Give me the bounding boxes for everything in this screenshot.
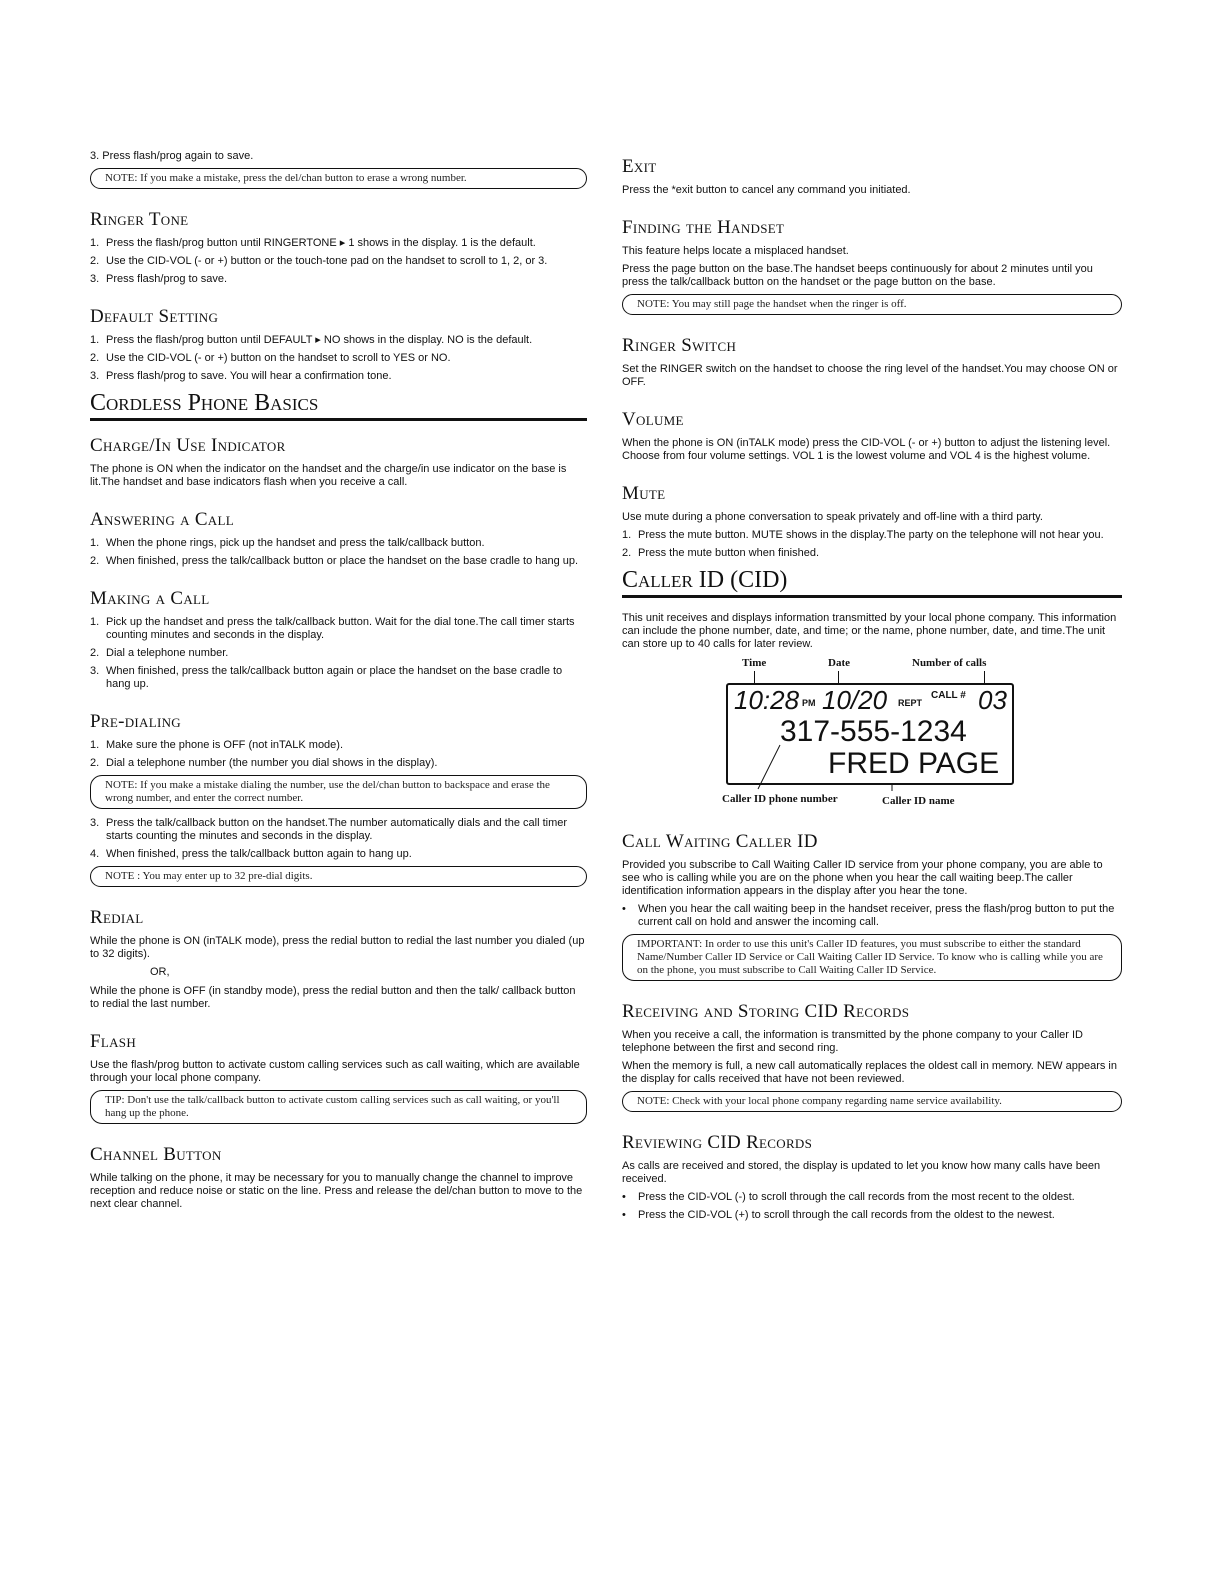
- finding-text-1: This feature helps locate a misplaced handset.: [622, 245, 849, 257]
- answering-heading: Answering a Call: [90, 509, 234, 530]
- redial-text-on: While the phone is ON (inTALK mode), press the redial button to redial the last number you dialed (up to 32 digits).: [90, 935, 585, 960]
- ringer-switch-heading: Ringer Switch: [622, 335, 737, 356]
- lcd-time: 10:28: [734, 685, 800, 715]
- call-waiting-section: [622, 831, 1122, 981]
- number-of-calls-label: Number of calls: [912, 657, 987, 669]
- ringer-switch-section: [622, 335, 1122, 389]
- receiving-note: NOTE: Check with your local phone company regarding name service availability.: [622, 1091, 1122, 1112]
- ringer-tone-section: [90, 209, 587, 286]
- list-item: 1. Make sure the phone is OFF (not inTALK mode).: [90, 739, 344, 751]
- right-column: [622, 150, 1122, 1227]
- answering-steps: [90, 537, 587, 568]
- important-note: IMPORTANT: In order to use this unit's Caller ID features, you must subscribe to either the standard Name/Number Caller ID Service or Call Waiting Caller ID Service. To know who is calling while you are on the phone, you must subscribe to Call Waiting Caller ID Service.: [622, 934, 1122, 981]
- list-item: 1. Press the mute button. MUTE shows in the display.The party on the telephone will not hear you.: [622, 529, 1104, 541]
- ringer-tone-heading: Ringer Tone: [90, 209, 189, 230]
- exit-section: [622, 156, 1122, 197]
- channel-heading: Channel Button: [90, 1144, 222, 1165]
- list-item: • Press the CID-VOL (-) to scroll through the call records from the most recent to the oldest.: [622, 1191, 1075, 1203]
- reviewing-section: [622, 1132, 1122, 1222]
- list-item: 1. Press the flash/prog button until DEFAULT ▸ NO shows in the display. NO is the default.: [90, 334, 533, 346]
- volume-section: [622, 409, 1122, 463]
- exit-text: Press the *exit button to cancel any command you initiated.: [622, 184, 911, 196]
- predialing-steps-a: [90, 739, 587, 770]
- list-item: 1. Pick up the handset and press the talk/callback button. Wait for the dial tone.The call timer starts counting minutes and seconds in the display.: [90, 616, 575, 641]
- reviewing-text: As calls are received and stored, the display is updated to let you know how many calls have been received.: [622, 1160, 1101, 1185]
- mute-steps: [622, 529, 1122, 560]
- finding-note: NOTE: You may still page the handset when the ringer is off.: [622, 294, 1122, 315]
- list-item: 1. When the phone rings, pick up the handset and press the talk/callback button.: [90, 537, 485, 549]
- list-item: 3. Press flash/prog to save.: [90, 273, 228, 285]
- making-steps: [90, 616, 587, 691]
- ringer-tone-steps: [90, 237, 587, 286]
- predial-digits-note: NOTE : You may enter up to 32 pre-dial digits.: [90, 866, 587, 887]
- mute-heading: Mute: [622, 483, 666, 504]
- redial-or: OR,: [150, 966, 170, 978]
- flash-text: Use the flash/prog button to activate custom calling services such as call waiting, which are available through your local phone company.: [90, 1059, 580, 1084]
- predialing-note: NOTE: If you make a mistake dialing the number, use the del/chan button to backspace and erase the wrong number, and enter the correct number.: [90, 775, 587, 809]
- list-item: • Press the CID-VOL (+) to scroll through the call records from the oldest to the newest.: [622, 1209, 1055, 1221]
- flash-heading: Flash: [90, 1031, 137, 1052]
- caller-id-text: This unit receives and displays information transmitted by your local phone company. This information can include the phone number, date, and time; or the name, phone number, date, and time.The unit can store up to 40 calls for later review.: [622, 612, 1117, 650]
- channel-text: While talking on the phone, it may be necessary for you to manually change the channel to improve reception and reduce noise or static on the line. Press and release the del/chan button to move to the next clear channel.: [90, 1172, 583, 1210]
- list-item: 2. Dial a telephone number.: [90, 647, 229, 659]
- list-item: 4. When finished, press the talk/callback button again to hang up.: [90, 848, 412, 860]
- caller-id-display-figure: [722, 657, 1022, 817]
- mute-text: Use mute during a phone conversation to speak privately and off-line with a third party.: [622, 511, 1043, 523]
- finding-heading: Finding the Handset: [622, 217, 785, 238]
- call-waiting-heading: Call Waiting Caller ID: [622, 831, 818, 852]
- intro-step: 3. Press flash/prog again to save.: [90, 150, 254, 162]
- list-item: 2. Use the CID-VOL (- or +) button or the touch-tone pad on the handset to scroll to 1, 2, or 3.: [90, 255, 548, 267]
- charge-section: [90, 435, 587, 489]
- predialing-heading: Pre-dialing: [90, 711, 181, 732]
- predialing-steps-b: [90, 817, 587, 861]
- default-setting-heading: Default Setting: [90, 306, 219, 327]
- list-item: 2. When finished, press the talk/callback button or place the handset on the base cradle to hang up.: [90, 555, 579, 567]
- making-section: [90, 588, 587, 691]
- redial-section: [90, 907, 587, 1011]
- date-label: Date: [828, 657, 850, 669]
- making-heading: Making a Call: [90, 588, 210, 609]
- flash-tip: TIP: Don't use the talk/callback button to activate custom calling services such as call waiting, or you'll hang up the phone.: [90, 1090, 587, 1124]
- mute-section: [622, 483, 1122, 560]
- lcd-call-label: CALL #: [931, 690, 966, 701]
- charge-text: The phone is ON when the indicator on the handset and the charge/in use indicator on the base is lit.The handset and base indicators flash when you receive a call.: [90, 463, 567, 488]
- volume-text: When the phone is ON (inTALK mode) press the CID-VOL (- or +) button to adjust the listening level. Choose from four volume settings. VOL 1 is the lowest volume and VOL 4 is the highest volume.: [622, 437, 1111, 462]
- intro-note: NOTE: If you make a mistake, press the del/chan button to erase a wrong number.: [90, 168, 587, 189]
- list-item: 3. Press flash/prog to save. You will hear a confirmation tone.: [90, 370, 392, 382]
- list-item: 3. Press the talk/callback button on the handset.The number automatically dials and the call timer starts counting the minutes and seconds in the display.: [90, 817, 568, 842]
- redial-heading: Redial: [90, 907, 144, 928]
- caller-id-phone-number-label: Caller ID phone number: [722, 793, 838, 805]
- lcd-caller-name: FRED PAGE: [828, 747, 1000, 780]
- reviewing-heading: Reviewing CID Records: [622, 1132, 813, 1153]
- ringer-switch-text: Set the RINGER switch on the handset to choose the ring level of the handset.You may choose ON or OFF.: [622, 363, 1118, 388]
- volume-heading: Volume: [622, 409, 684, 430]
- call-waiting-text: Provided you subscribe to Call Waiting Caller ID service from your phone company, you are able to see who is calling while you are on the phone when you hear the call waiting beep.The caller identification information appears in the display after you hear the tone.: [622, 859, 1103, 897]
- cordless-phone-basics-heading: Cordless Phone Basics: [90, 389, 587, 421]
- answering-section: [90, 509, 587, 568]
- list-item: 3. When finished, press the talk/callback button again or place the handset on the base cradle to hang up.: [90, 665, 563, 690]
- list-item: 2. Dial a telephone number (the number you dial shows in the display).: [90, 757, 438, 769]
- charge-heading: Charge/In Use Indicator: [90, 435, 286, 456]
- list-item: 2. Use the CID-VOL (- or +) button on the handset to scroll to YES or NO.: [90, 352, 451, 364]
- list-item: • When you hear the call waiting beep in the handset receiver, press the flash/prog button to put the current call on hold and answer the incoming call.: [622, 903, 1115, 928]
- lcd-pm: PM: [802, 698, 816, 708]
- caller-id-heading: Caller ID (CID): [622, 566, 1122, 598]
- lcd-phone-number: 317-555-1234: [780, 715, 967, 748]
- receiving-section: [622, 1001, 1122, 1112]
- finding-text-2: Press the page button on the base.The handset beeps continuously for about 2 minutes until you press the talk/callback button on the handset or the page button on the base.: [622, 263, 1093, 288]
- reviewing-bullets: [622, 1191, 1122, 1222]
- default-setting-section: [90, 306, 587, 383]
- lcd-call-count: 03: [978, 685, 1007, 715]
- call-waiting-bullets: [622, 903, 1122, 929]
- redial-text-off: While the phone is OFF (in standby mode), press the redial button and then the talk/ callback button to redial the last number.: [90, 985, 576, 1010]
- lcd-date: 10/20: [822, 685, 888, 715]
- list-item: 2. Press the mute button when finished.: [622, 547, 819, 559]
- receiving-heading: Receiving and Storing CID Records: [622, 1001, 910, 1022]
- list-item: 1. Press the flash/prog button until RINGERTONE ▸ 1 shows in the display. 1 is the default.: [90, 237, 536, 249]
- receiving-text-2: When the memory is full, a new call automatically replaces the oldest call in memory. NEW appears in the display for calls received that have not been reviewed.: [622, 1060, 1117, 1085]
- default-setting-steps: [90, 334, 587, 383]
- caller-id-name-label: Caller ID name: [882, 795, 955, 807]
- predialing-section: [90, 711, 587, 887]
- channel-section: [90, 1144, 587, 1211]
- exit-heading: Exit: [622, 156, 657, 177]
- finding-section: [622, 217, 1122, 315]
- time-label: Time: [742, 657, 767, 669]
- lcd-rept: REPT: [898, 698, 923, 708]
- left-column: [90, 150, 587, 1216]
- flash-section: [90, 1031, 587, 1124]
- receiving-text-1: When you receive a call, the information is transmitted by the phone company to your Caller ID telephone between the first and second ring.: [622, 1029, 1084, 1054]
